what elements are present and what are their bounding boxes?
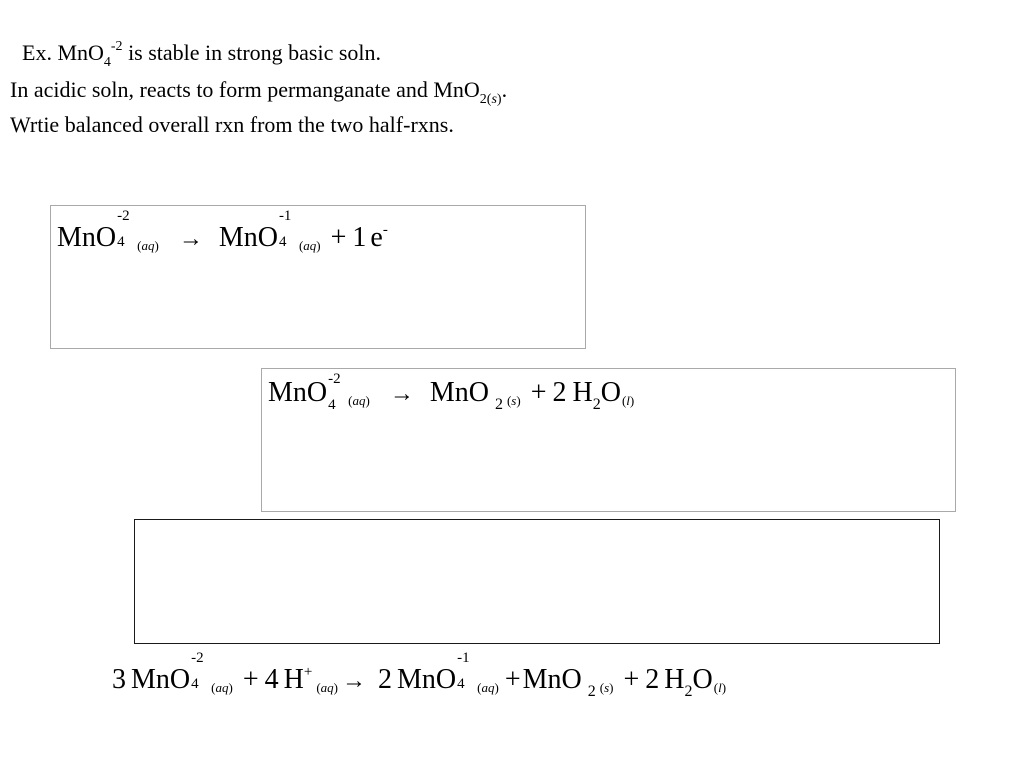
half-rxn-2-equation (268, 373, 638, 425)
intro-line-1-sup: -2 (110, 39, 123, 54)
overall-rxn-h-sub: 2 (684, 683, 693, 700)
half-rxn-1-product-sup: -1 (278, 208, 292, 224)
half-rxn-1-product-sub: 4 (278, 234, 287, 250)
overall-rxn-reactant1-sup: -2 (191, 650, 204, 666)
half-rxn-2-reactant: MnO (268, 377, 328, 408)
overall-rxn-plus1: + (242, 664, 259, 695)
overall-rxn-o: O (692, 664, 713, 695)
half-rxn-2-h: H (572, 377, 593, 408)
overall-rxn-reactant1-charge (191, 652, 207, 692)
overall-rxn-reactant2: H (283, 664, 304, 695)
half-rxn-2-reactant-charge (328, 373, 344, 413)
intro-line-1-prefix: Ex. MnO (22, 40, 104, 65)
intro-line-2-sub: 2 (479, 92, 487, 107)
overall-rxn-product1: MnO (397, 664, 457, 695)
overall-rxn-equation (112, 652, 730, 712)
half-rxn-2-o: O (600, 377, 621, 408)
intro-line-2 (10, 77, 507, 107)
half-rxn-1-electron-sup: - (382, 222, 388, 238)
half-rxn-1-arrow: → (178, 226, 203, 252)
overall-rxn-product2: MnO (522, 664, 582, 695)
half-rxn-2-product1-phase: (s) (506, 393, 521, 408)
half-rxn-1-equation (57, 210, 388, 266)
half-rxn-2-reactant-sub: 4 (328, 397, 336, 413)
half-rxn-2-box (261, 368, 956, 512)
overall-rxn-h2o-phase: (l) (713, 680, 727, 695)
half-rxn-2-plus: + (530, 377, 547, 408)
overall-rxn-coef4: 2 (645, 664, 660, 695)
half-rxn-1-coef-e: 1 (352, 222, 367, 253)
overall-rxn-product1-sup: -1 (457, 650, 470, 666)
half-rxn-1-plus: + (330, 222, 347, 253)
half-rxn-1-product-phase: (aq) (298, 238, 321, 253)
overall-rxn-reactant1-sub: 4 (191, 676, 199, 692)
intro-line-1-sub: 4 (103, 55, 111, 70)
answer-box (134, 519, 940, 644)
intro-line-2-suffix: . (501, 77, 508, 102)
intro-line-2-prefix: In acidic soln, reacts to form permanganate and MnO (10, 77, 480, 102)
half-rxn-2-h-sub: 2 (592, 396, 601, 413)
overall-rxn-product1-phase: (aq) (477, 680, 499, 695)
intro-line-2-phase: s (491, 92, 497, 107)
half-rxn-2-h2o-phase: (l) (621, 393, 635, 408)
overall-rxn-coef2: 4 (264, 664, 279, 695)
half-rxn-1-product-charge (279, 210, 295, 250)
overall-rxn-arrow: → (342, 668, 366, 694)
overall-rxn-product1-sub: 4 (457, 676, 465, 692)
overall-rxn-product1-charge (457, 652, 473, 692)
intro-line-1 (22, 40, 381, 70)
intro-line-2-phase-close: ) (496, 92, 502, 107)
half-rxn-2-product1: MnO (429, 377, 489, 408)
half-rxn-1-product: MnO (218, 222, 278, 253)
intro-line-1-suffix: is stable in strong basic soln. (122, 40, 382, 65)
half-rxn-1-electron: e (370, 222, 383, 253)
overall-rxn-reactant2-sup: + (303, 664, 313, 680)
half-rxn-1-reactant-charge (117, 210, 133, 250)
intro-line-3: Wrtie balanced overall rxn from the two half-rxns. (10, 112, 454, 137)
half-rxn-1-box (50, 205, 586, 349)
half-rxn-2-reactant-phase: (aq) (348, 393, 370, 408)
half-rxn-1-reactant-phase: (aq) (137, 238, 159, 253)
half-rxn-2-arrow: → (389, 381, 414, 407)
half-rxn-2-reactant-sup: -2 (328, 371, 341, 387)
overall-rxn-reactant1-phase: (aq) (211, 680, 233, 695)
half-rxn-1-reactant: MnO (57, 222, 117, 253)
overall-rxn-coef1: 3 (112, 664, 126, 695)
overall-rxn-product2-phase: (s) (599, 680, 614, 695)
half-rxn-1-reactant-sup: -2 (117, 208, 130, 224)
overall-rxn-plus2: + (504, 664, 521, 695)
overall-rxn-coef3: 2 (378, 664, 392, 695)
intro-line-2-phase-open: ( (486, 92, 492, 107)
overall-rxn-reactant1: MnO (131, 664, 191, 695)
overall-rxn-reactant2-phase: (aq) (316, 680, 338, 695)
overall-rxn-plus3: + (623, 664, 640, 695)
half-rxn-2-coef-h2o: 2 (552, 377, 567, 408)
overall-rxn-product2-sub: 2 (587, 683, 596, 700)
overall-rxn-h: H (664, 664, 685, 695)
half-rxn-2-product1-sub: 2 (494, 396, 503, 413)
half-rxn-1-reactant-sub: 4 (117, 234, 125, 250)
